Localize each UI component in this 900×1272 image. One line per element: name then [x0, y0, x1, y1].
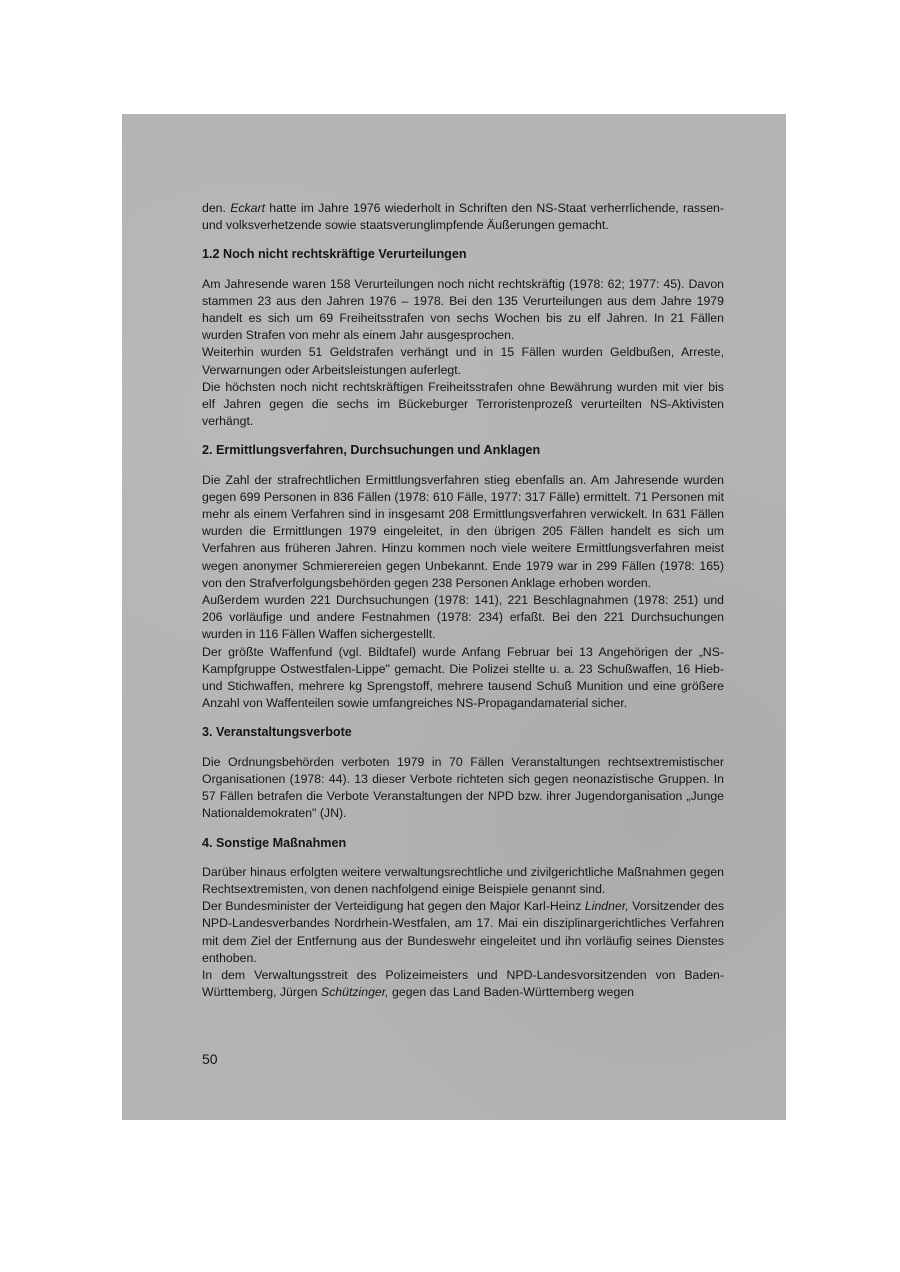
intro-paragraph: den. Eckart hatte im Jahre 1976 wiederholt in Schriften den NS-Staat verherrlichende, rassen- und volksverhetzende sowie staatsverunglimpfende Äußerungen gemacht. [202, 201, 724, 233]
section-4-paragraph-3: In dem Verwaltungsstreit des Polizeimeisters und NPD-Landesvorsitzenden von Baden-Württemberg, Jürgen Schützinger, gegen das Land Baden-Württemberg wegen [202, 967, 724, 1000]
section-1-2-paragraph-3: Die höchsten noch nicht rechtskräftigen Freiheitsstrafen ohne Bewährung wurden mit vier bis elf Jahren gegen die sechs im Bückeburger Terroristenprozeß verurteilten NS-Aktivisten verhängt. [202, 379, 724, 429]
section-3-paragraph-1: Die Ordnungsbehörden verboten 1979 in 70 Fällen Veranstaltungen rechtsextremistischer Organisationen (1978: 44). 13 dieser Verbote richteten sich gegen neonazistische Gruppen. In 57 Fällen betrafen die Verbote Veranstaltungen der NPD bzw. ihrer Jugendorganisation „Junge Nationaldemokraten" (JN). [202, 754, 724, 821]
section-4-heading: 4. Sonstige Maßnahmen [202, 835, 347, 850]
section-4-paragraph-1: Darüber hinaus erfolgten weitere verwaltungsrechtliche und zivilgerichtliche Maßnahmen gegen Rechtsextremisten, von denen nachfolgend einige Beispiele genannt sind. [202, 864, 724, 896]
section-2-paragraph-1: Die Zahl der strafrechtlichen Ermittlungsverfahren stieg ebenfalls an. Am Jahresende wurden gegen 699 Personen in 836 Fällen (1978: 610 Fälle, 1977: 317 Fälle) ermittelt. 71 Personen mit mehr als einem Verfahren sind in insgesamt 208 Ermittlungsverfahren verwickelt. In 631 Fällen wurden die Ermittlungen 1979 eingeleitet, in den übrigen 205 Fällen handelt es sich um Verfahren aus früheren Jahren. Hinzu kommen noch viele weitere Ermittlungsverfahren meist wegen anonymer Schmierereien gegen Unbekannt. Ende 1979 war in 299 Fällen (1978: 165) von den Strafverfolgungsbehörden gegen 238 Personen Anklage erhoben worden. [202, 472, 724, 590]
page-body [202, 200, 724, 1001]
section-1-2-paragraph-2: Weiterhin wurden 51 Geldstrafen verhängt und in 15 Fällen wurden Geldbußen, Arreste, Verwarnungen oder Arbeitsleistungen auferlegt. [202, 345, 724, 377]
person-name-schuetzinger: Schützinger, [320, 985, 389, 1000]
section-2-paragraph-2: Außerdem wurden 221 Durchsuchungen (1978: 141), 221 Beschlagnahmen (1978: 251) und 206 vorläufige und andere Festnahmen (1978: 234) erfaßt. Bei den 221 Durchsuchungen wurden in 116 Fällen Waffen sichergestellt. [202, 593, 724, 642]
section-3-heading: 3. Veranstaltungsverbote [202, 725, 352, 740]
person-name-eckart: Eckart [230, 201, 266, 215]
section-4-paragraph-2: Der Bundesminister der Verteidigung hat gegen den Major Karl-Heinz Lindner, Vorsitzender des NPD-Landesverbandes Nordrhein-Westfalen, am 17. Mai ein disziplinargerichtliches Verfahren mit dem Ziel der Entfernung aus der Bundeswehr eingeleitet und ihn vorläufig seines Dienstes enthoben. [202, 899, 724, 965]
section-2-heading: 2. Ermittlungsverfahren, Durchsuchungen und Anklagen [202, 443, 541, 458]
section-2-paragraph-3: Der größte Waffenfund (vgl. Bildtafel) wurde Anfang Februar bei 13 Angehörigen der „NS-Kampfgruppe Ostwestfalen-Lippe" gemacht. Die Polizei stellte u. a. 23 Schußwaffen, 16 Hieb- und Stichwaffen, mehrere kg Sprengstoff, mehrere tausend Schuß Munition und eine größere Anzahl von Waffenteilen sowie umfangreiches NS-Propagandamaterial sicher. [202, 644, 724, 711]
section-1-2-heading: 1.2 Noch nicht rechtskräftige Verurteilungen [202, 247, 467, 262]
page-number: 50 [202, 1051, 218, 1067]
section-1-2-paragraph-1: Am Jahresende waren 158 Verurteilungen noch nicht rechtskräftig (1978: 62; 1977: 45). Davon stammen 23 aus den Jahren 1976 – 1978. Bei den 135 Verurteilungen aus dem Jahre 1979 handelt es sich um 69 Freiheitsstrafen von sechs Wochen bis zu elf Jahren. In 21 Fällen wurden Strafen von mehr als einem Jahr ausgesprochen. [202, 276, 724, 343]
person-name-lindner: Lindner, [584, 899, 629, 914]
